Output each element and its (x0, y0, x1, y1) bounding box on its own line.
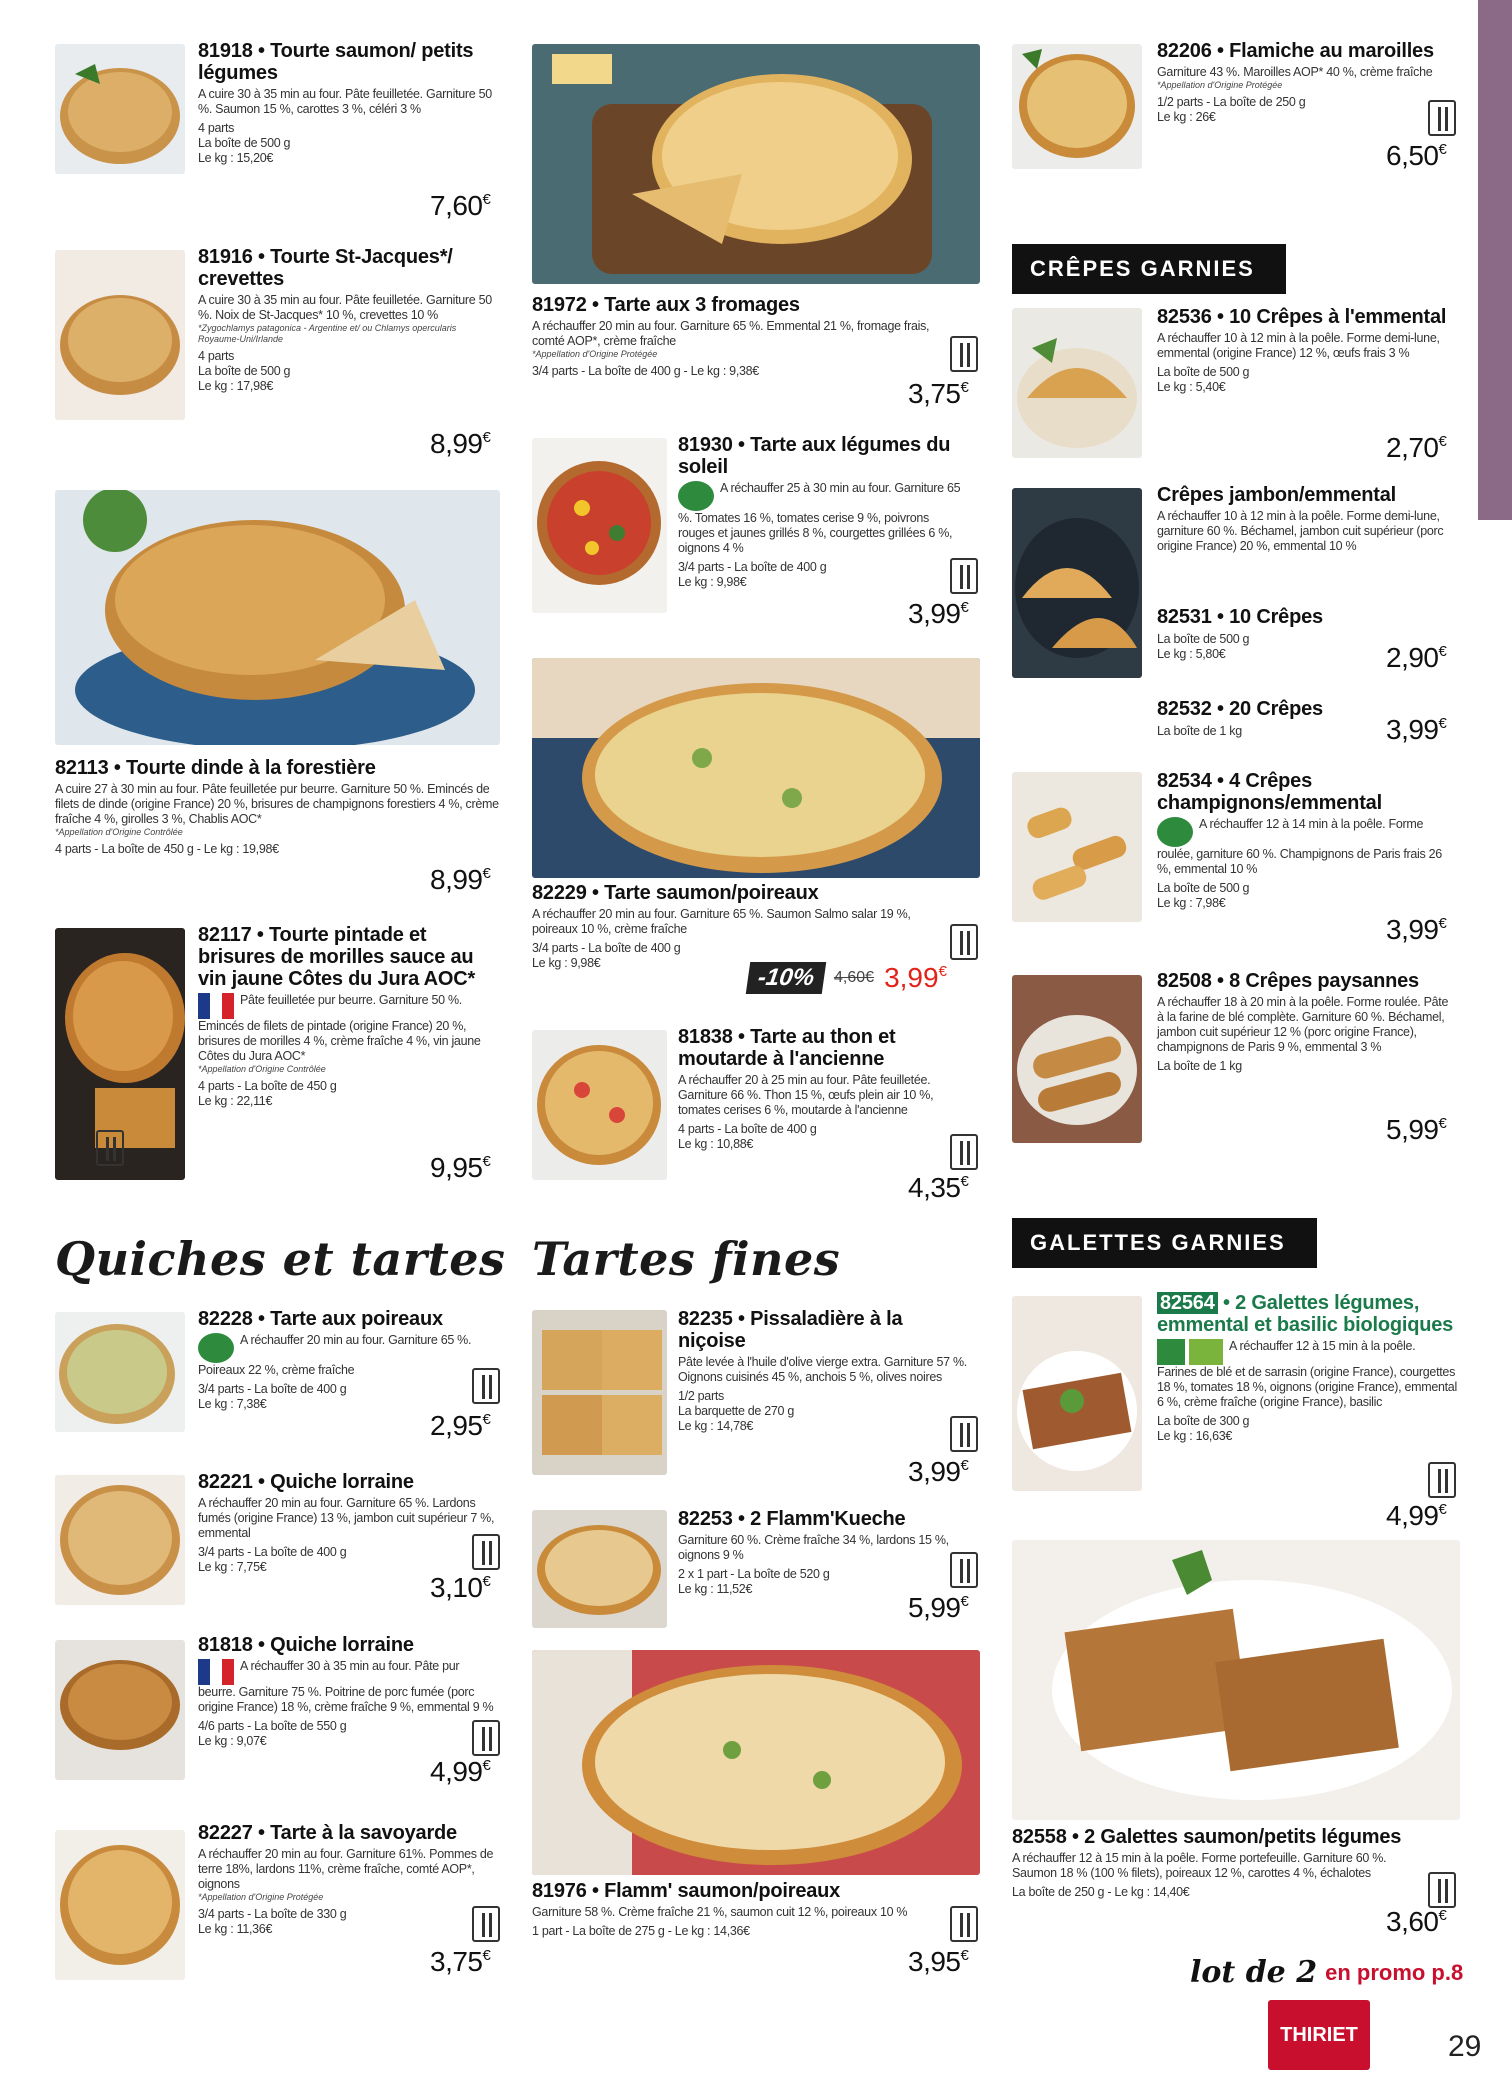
product-82531: 82531 • 10 Crêpes La boîte de 500 g Le kg : 5,80€ (1157, 606, 1323, 661)
photo-tourte-saumon (55, 44, 185, 174)
product-82113: 82113 • Tourte dinde à la forestière A cuire 27 à 30 min au four. Pâte feuilletée pur beurre. Garniture 50 %. Emincés de filets de dinde (origine France) 20 %, brisures de champignons forestiers 4 %, crème fraîche 4 %, girolles 3 %, Chablis AOC* *Appellation d'Origine Contrôlée 4 parts - La boîte de 450 g - Le kg : 19,98€ (55, 757, 499, 856)
fork-knife-icon (950, 1906, 978, 1942)
fork-knife-icon (472, 1368, 500, 1404)
product-81838: 81838 • Tarte au thon et moutarde à l'ancienne A réchauffer 20 à 25 min au four. Pâte feuilletée. Garniture 66 %. Thon 15 %, œufs plein air 10 %, tomates cerises 6 %, moutarde à l'ancienne 4 parts - La boîte de 400 g Le kg : 10,88€ (678, 1026, 934, 1151)
product-82558: 82558 • 2 Galettes saumon/petits légumes A réchauffer 12 à 15 min à la poêle. Forme portefeuille. Garniture 60 %. Saumon 18 % (100 % filets), poireaux 12 %, carottes 4 %, échalotes La boîte de 250 g - Le kg : 14,40€ (1012, 1826, 1402, 1899)
thiriet-logo: THIRIET (1268, 2000, 1370, 2070)
price-81916: 8,99€ (430, 428, 491, 459)
product-82564-title: 82564 • 2 Galettes légumes, emmental et basilic biologiques (1157, 1292, 1454, 1336)
section-tartes-fines: Tartes fines (532, 1232, 841, 1286)
product-82229: 82229 • Tarte saumon/poireaux A réchauffer 20 min au four. Garniture 65 %. Saumon Salmo salar 19 %, poireaux 10 %, crème fraîche 3/4 parts - La boîte de 400 g Le kg : 9,98€ (532, 882, 911, 970)
product-82228: 82228 • Tarte aux poireaux A réchauffer 20 min au four. Garniture 65 %. Poireaux 22 %, crème fraîche 3/4 parts - La boîte de 400 g Le kg : 7,38€ (198, 1308, 472, 1411)
price-82117: 9,95€ (430, 1152, 491, 1183)
product-crepes-jambon: Crêpes jambon/emmental A réchauffer 10 à 12 min à la poêle. Forme demi-lune, garniture 60 %. Béchamel, jambon cuit supérieur (porc origine France) 20 %, emmental 10 % (1157, 484, 1444, 553)
product-82117: 82117 • Tourte pintade et brisures de morilles sauce au vin jaune Côtes du Jura AOC* Pâte feuilletée pur beurre. Garniture 50 %. Emincés de filets de pintade (origine France) 20 %, brisures de morilles 4 %, crème fraîche 4 %, vin jaune Côtes du Jura AOC* *Appellation d'Origine Contrôlée 4 parts - La boîte de 450 g Le kg : 22,11€ (198, 924, 481, 1108)
product-82235: 82235 • Pissaladière à la niçoise Pâte levée à l'huile d'olive vierge extra. Garniture 57 %. Oignons cuisinés 45 %, anchois 5 %, olives noires 1/2 parts La barquette de 270 g Le kg : 14,78€ (678, 1308, 967, 1433)
photo-tourte-st-jacques (55, 250, 185, 420)
origine-france-logo (198, 993, 234, 1019)
fork-knife-icon (950, 1134, 978, 1170)
promo-82229 (748, 962, 947, 994)
price-81918: 7,60€ (430, 190, 491, 221)
price-81976: 3,95€ (908, 1946, 969, 1977)
old-price: 4,60€ (834, 969, 875, 986)
price-82534: 3,99€ (1386, 914, 1447, 945)
photo-crepes-emmental (1012, 308, 1142, 458)
fork-knife-icon (1428, 100, 1456, 136)
photo-quiche-lorraine-82221 (55, 1475, 185, 1605)
price-82531: 2,90€ (1386, 642, 1447, 673)
photo-galettes-saumon (1012, 1540, 1460, 1820)
price-81838: 4,35€ (908, 1172, 969, 1203)
price-81930: 3,99€ (908, 598, 969, 629)
price-82235: 3,99€ (908, 1456, 969, 1487)
band-crepes: CRÊPES GARNIES (1012, 244, 1286, 294)
lot-promo (1190, 1955, 1463, 1990)
photo-tarte-saumon-poireaux (532, 658, 980, 878)
product-81818: 81818 • Quiche lorraine A réchauffer 30 à 35 min au four. Pâte pur beurre. Garniture 75 %. Poitrine de porc fumée (porc origine France) 18 %, crème fraîche 9 %, emmental 9 % 4/6 parts - La boîte de 550 g Le kg : 9,07€ (198, 1634, 494, 1748)
price-82536: 2,70€ (1386, 432, 1447, 463)
price-82113: 8,99€ (430, 864, 491, 895)
section-quiches: Quiches et tartes (55, 1232, 506, 1286)
page-number: 29 (1448, 2030, 1482, 2063)
photo-tarte-savoyarde (55, 1830, 185, 1980)
photo-flamm-saumon (532, 1650, 980, 1875)
fork-knife-icon (472, 1534, 500, 1570)
photo-flamiche (1012, 44, 1142, 169)
price-82253: 5,99€ (908, 1592, 969, 1623)
product-82253: 82253 • 2 Flamm'Kueche Garniture 60 %. Crème fraîche 34 %, lardons 15 %, oignons 9 % 2 x 1 part - La boîte de 520 g Le kg : 11,52€ (678, 1508, 949, 1596)
product-82564: 82564 • 2 Galettes légumes, emmental et basilic biologiques A réchauffer 12 à 15 min à la poêle. Farines de blé et de sarrasin (origine France), courgettes 18 %, tomates 18 %, oignons (origine France), emmental 6 %, crème fraîche (origine France), basilic La boîte de 300 g Le kg : 16,63€ (1157, 1292, 1457, 1443)
lot-label: lot de 2 (1190, 1955, 1318, 1990)
price-82221: 3,10€ (430, 1572, 491, 1603)
price-82228: 2,95€ (430, 1410, 491, 1441)
side-tab (1478, 0, 1512, 520)
fait-maison-logo (678, 481, 714, 511)
product-81916: 81916 • Tourte St-Jacques*/ crevettes A cuire 30 à 35 min au four. Pâte feuilletée. Garniture 50 %. Noix de St-Jacques* 10 %, crevettes 10 % *Zygochlamys patagonica - Argentine et/ ou Chlamys opercularis Royaume-Uni/Irlande 4 parts La boîte de 500 g Le kg : 17,98€ (198, 246, 492, 393)
fork-knife-icon (1428, 1462, 1456, 1498)
product-81918: 81918 • Tourte saumon/ petits légumes A cuire 30 à 35 min au four. Pâte feuilletée. Garniture 50 %. Saumon 15 %, carottes 3 %, céléri 3 % 4 parts La boîte de 500 g Le kg : 15,20€ (198, 40, 492, 165)
product-82206: 82206 • Flamiche au maroilles Garniture 43 %. Maroilles AOP* 40 %, crème fraîche *Appellation d'Origine Protégée 1/2 parts - La boîte de 250 g Le kg : 26€ (1157, 40, 1434, 124)
product-82532: 82532 • 20 Crêpes La boîte de 1 kg (1157, 698, 1323, 738)
product-82508: 82508 • 8 Crêpes paysannes A réchauffer 18 à 20 min à la poêle. Forme roulée. Pâte à la farine de blé complète. Garniture 60 %. Béchamel, jambon cuit supérieur 12 % (porc origine France), champignons de Paris 9 %, emmental 3 % La boîte de 1 kg (1157, 970, 1449, 1073)
band-galettes: GALETTES GARNIES (1012, 1218, 1317, 1268)
product-82536: 82536 • 10 Crêpes à l'emmental A réchauffer 10 à 12 min à la poêle. Forme demi-lune, emmental (origine France) 12 %, œufs frais 3 % La boîte de 500 g Le kg : 5,40€ (1157, 306, 1447, 394)
fork-knife-icon (950, 1552, 978, 1588)
price-82229: 3,99€ (884, 962, 947, 993)
price-82564: 4,99€ (1386, 1500, 1447, 1531)
fait-maison-logo (1157, 817, 1193, 847)
photo-tourte-dinde (55, 490, 500, 745)
photo-tarte-3-fromages (532, 44, 980, 284)
photo-tarte-thon (532, 1030, 667, 1180)
product-81972: 81972 • Tarte aux 3 fromages A réchauffer 20 min au four. Garniture 65 %. Emmental 21 %, fromage frais, comté AOP*, crème fraîche *Appellation d'Origine Protégée 3/4 parts - La boîte de 400 g - Le kg : 9,38€ (532, 294, 930, 378)
photo-pissaladiere (532, 1310, 667, 1475)
fait-maison-logo (198, 1333, 234, 1363)
photo-flammkueche (532, 1510, 667, 1628)
fork-knife-icon (950, 1416, 978, 1452)
photo-tarte-legumes-soleil (532, 438, 667, 613)
fork-knife-icon (1428, 1872, 1456, 1908)
price-82508: 5,99€ (1386, 1114, 1447, 1145)
photo-crepes-champignons (1012, 772, 1142, 922)
fork-knife-icon (472, 1720, 500, 1756)
price-81972: 3,75€ (908, 378, 969, 409)
price-82532: 3,99€ (1386, 714, 1447, 745)
price-81818: 4,99€ (430, 1756, 491, 1787)
fork-knife-icon (950, 558, 978, 594)
fork-knife-icon (950, 336, 978, 372)
product-82221: 82221 • Quiche lorraine A réchauffer 20 min au four. Garniture 65 %. Lardons fumés (origine France) 13 %, jambon cuit supérieur 7 %, emmental 3/4 parts - La boîte de 400 g Le kg : 7,75€ (198, 1471, 495, 1574)
eu-organic-logo (1189, 1339, 1223, 1365)
fork-knife-icon (472, 1906, 500, 1942)
price-82558: 3,60€ (1386, 1906, 1447, 1937)
photo-tarte-poireaux (55, 1312, 185, 1432)
photo-crepes-jambon (1012, 488, 1142, 678)
product-81930: 81930 • Tarte aux légumes du soleil A réchauffer 25 à 30 min au four. Garniture 65 %. Tomates 16 %, tomates cerise 9 %, poivrons rouges et jaunes grillés 8 %, courgettes grillées 6 %, oignons 4 % 3/4 parts - La boîte de 400 g Le kg : 9,98€ (678, 434, 961, 589)
product-82227: 82227 • Tarte à la savoyarde A réchauffer 20 min au four. Garniture 61%. Pommes de terre 18%, lardons 11%, crème fraîche, comté AOP*, oignons *Appellation d'Origine Protégée 3/4 parts - La boîte de 330 g Le kg : 11,36€ (198, 1822, 494, 1936)
photo-galettes-legumes (1012, 1296, 1142, 1491)
price-82227: 3,75€ (430, 1946, 491, 1977)
product-82534: 82534 • 4 Crêpes champignons/emmental A réchauffer 12 à 14 min à la poêle. Forme roulée, garniture 60 %. Champignons de Paris frais 26 %, emmental 10 % La boîte de 500 g Le kg : 7,98€ (1157, 770, 1442, 910)
fork-knife-icon (96, 1130, 124, 1166)
photo-crepes-paysannes (1012, 975, 1142, 1143)
ab-bio-logo (1157, 1339, 1185, 1365)
origine-france-logo (198, 1659, 234, 1685)
photo-quiche-lorraine-81818 (55, 1640, 185, 1780)
price-82206: 6,50€ (1386, 140, 1447, 171)
lot-promo-link[interactable]: en promo p.8 (1325, 1959, 1464, 1985)
product-81976: 81976 • Flamm' saumon/poireaux Garniture 58 %. Crème fraîche 21 %, saumon cuit 12 %, poireaux 10 % 1 part - La boîte de 275 g - Le kg : 14,36€ (532, 1880, 908, 1938)
promo-badge: -10% (746, 962, 827, 994)
fork-knife-icon (950, 924, 978, 960)
